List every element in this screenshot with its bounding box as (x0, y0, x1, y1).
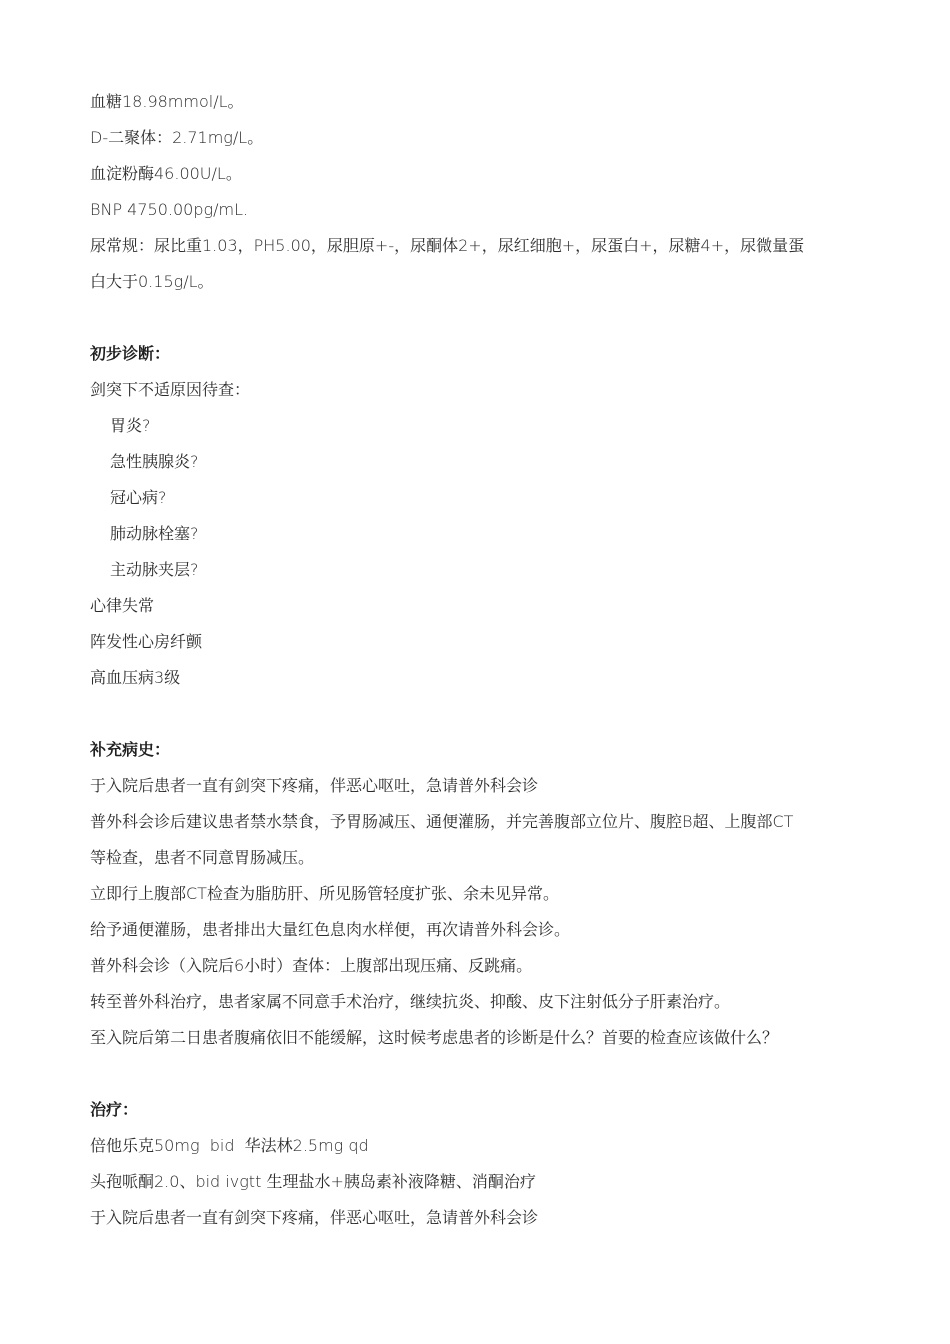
lab-line-bnp: BNP 4750.00pg/mL. (90, 200, 249, 219)
document-body (90, 84, 865, 1236)
history-heading: 补充病史： (90, 740, 171, 759)
diagnosis-heading: 初步诊断： (90, 344, 171, 363)
diagnosis-other-item: 心律失常 (90, 596, 155, 615)
treatment-heading: 治疗： (90, 1100, 139, 1119)
spacer (90, 696, 865, 732)
diagnosis-sub-item: 主动脉夹层? (110, 560, 199, 579)
diagnosis-sub-item: 急性胰腺炎? (110, 452, 199, 471)
history-line: 给予通便灌肠，患者排出大量红色息肉水样便，再次请普外科会诊。 (90, 920, 571, 939)
spacer (90, 1056, 865, 1092)
diagnosis-sub-item: 肺动脉栓塞? (110, 524, 199, 543)
history-line: 于入院后患者一直有剑突下疼痛，伴恶心呕吐，急请普外科会诊 (90, 776, 539, 795)
treatment-line: 头孢哌酮2.0、bid ivgtt 生理盐水+胰岛素补液降糖、消酮治疗 (90, 1172, 536, 1191)
diagnosis-section (90, 336, 865, 696)
history-line: 转至普外科治疗，患者家属不同意手术治疗，继续抗炎、抑酸、皮下注射低分子肝素治疗。 (90, 992, 731, 1011)
diagnosis-sub-item: 冠心病? (110, 488, 167, 507)
spacer (90, 300, 865, 336)
treatment-line: 于入院后患者一直有剑突下疼痛，伴恶心呕吐，急请普外科会诊 (90, 1208, 539, 1227)
diagnosis-main: 剑突下不适原因待查： (90, 380, 251, 399)
history-line: 普外科会诊后建议患者禁水禁食，予胃肠减压、通便灌肠，并完善腹部立位片、腹腔B超、上腹部CT (90, 812, 794, 831)
history-line: 至入院后第二日患者腹痛依旧不能缓解，这时候考虑患者的诊断是什么？首要的检查应该做什么？ (90, 1028, 779, 1047)
lab-line-blood-glucose: 血糖18.98mmol/L。 (90, 92, 244, 111)
history-line: 等检查，患者不同意胃肠减压。 (90, 848, 315, 867)
lab-line-amylase: 血淀粉酶46.00U/L。 (90, 164, 242, 183)
lab-results-section (90, 84, 865, 300)
history-line: 立即行上腹部CT检查为脂肪肝、所见肠管轻度扩张、余未见异常。 (90, 884, 559, 903)
lab-line-urinalysis-cont: 白大于0.15g/L。 (90, 272, 214, 291)
treatment-section (90, 1092, 865, 1236)
diagnosis-other-item: 高血压病3级 (90, 668, 181, 687)
treatment-line: 倍他乐克50mg bid 华法林2.5mg qd (90, 1136, 369, 1155)
history-line: 普外科会诊（入院后6小时）查体：上腹部出现压痛、反跳痛。 (90, 956, 533, 975)
diagnosis-other-item: 阵发性心房纤颤 (90, 632, 203, 651)
history-section (90, 732, 865, 1056)
lab-line-urinalysis: 尿常规：尿比重1.03，PH5.00，尿胆原+-，尿酮体2+，尿红细胞+，尿蛋白+，尿糖4+，尿微量蛋 (90, 236, 805, 255)
lab-line-d-dimer: D-二聚体：2.71mg/L。 (90, 128, 264, 147)
diagnosis-sub-item: 胃炎? (110, 416, 151, 435)
